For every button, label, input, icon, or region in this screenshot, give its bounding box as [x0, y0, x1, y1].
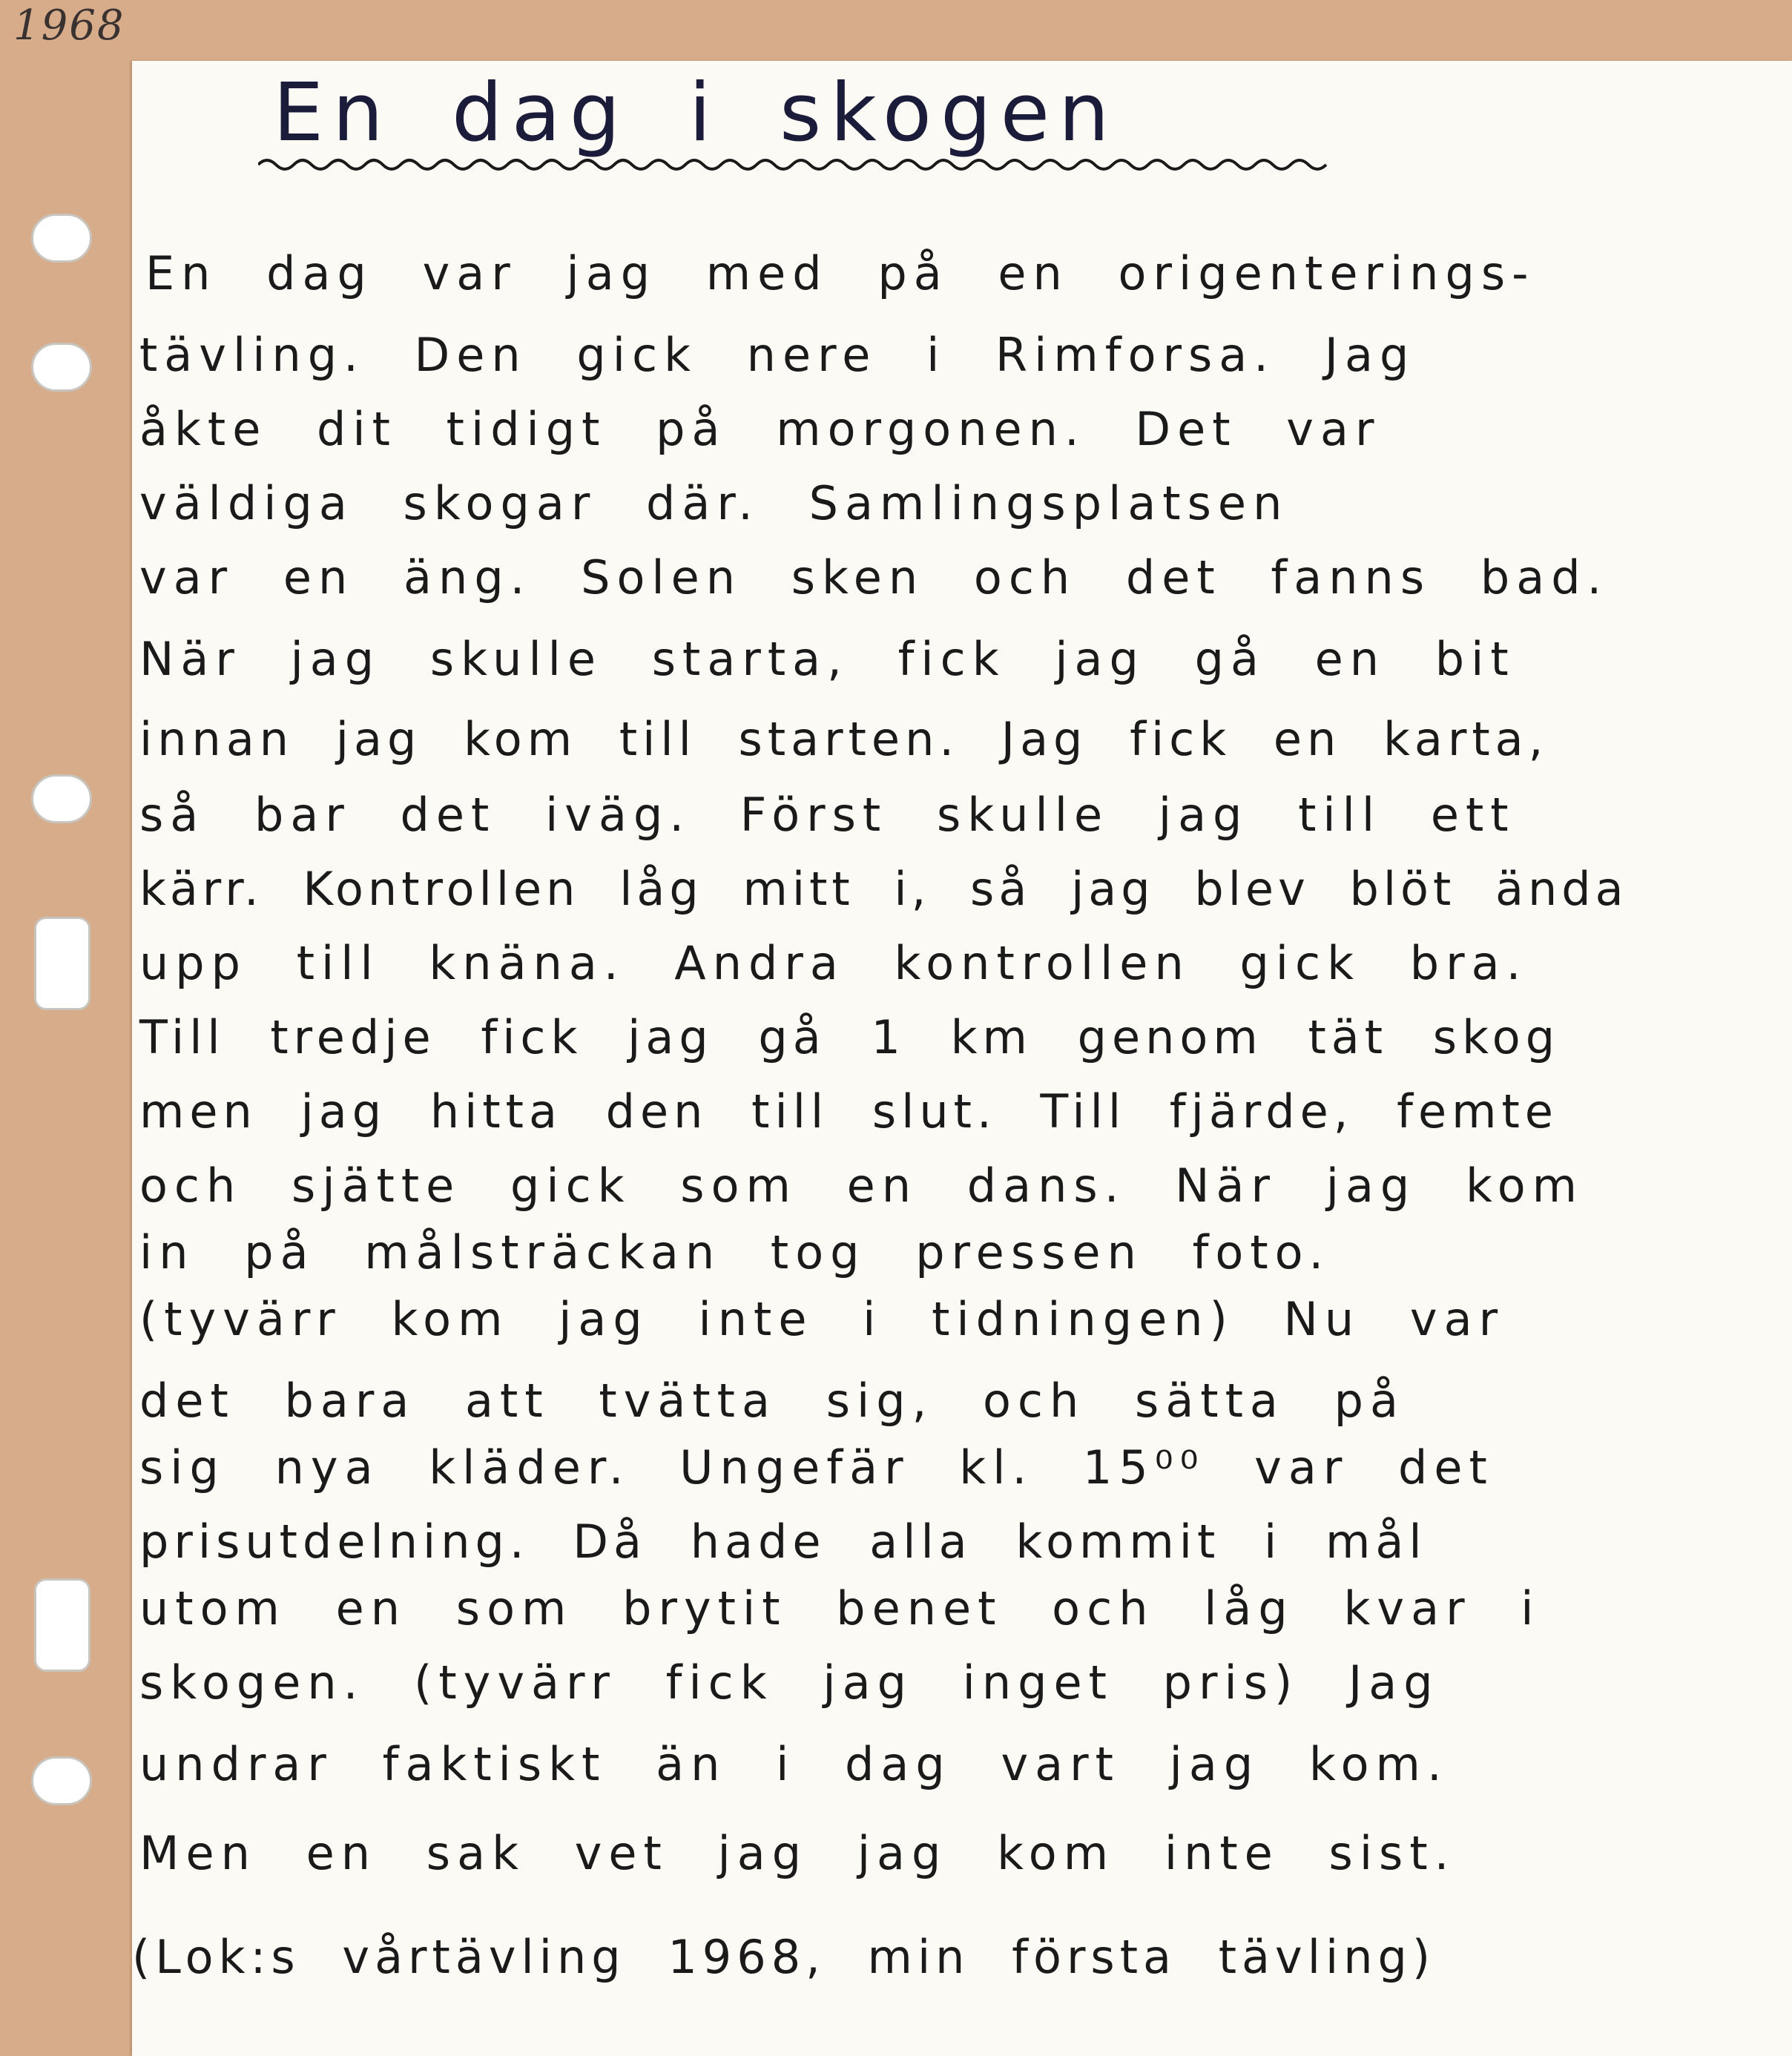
text-line-14: in på målsträckan tog pressen foto.	[139, 1225, 1331, 1279]
text-line-3: åkte dit tidigt på morgonen. Det var	[139, 402, 1381, 456]
binder-hole-5	[34, 1578, 90, 1672]
text-line-18: prisutdelning. Då hade alla kommit i mål	[139, 1515, 1427, 1569]
text-line-23: (Lok:s vårtävling 1968, min första tävling)	[132, 1930, 1436, 1984]
text-line-17: sig nya kläder. Ungefär kl. 15⁰⁰ var det	[139, 1440, 1494, 1495]
text-line-9: kärr. Kontrollen låg mitt i, så jag blev blöt ända	[139, 862, 1628, 916]
text-line-2: tävling. Den gick nere i Rimforsa. Jag	[139, 328, 1416, 382]
text-line-22: Men en sak vet jag jag kom inte sist.	[139, 1826, 1456, 1880]
text-line-11: Till tredje fick jag gå 1 km genom tät skog	[139, 1010, 1561, 1064]
text-line-20: skogen. (tyvärr fick jag inget pris) Jag	[139, 1655, 1440, 1710]
binder-hole-4	[34, 917, 90, 1010]
text-line-12: men jag hitta den till slut. Till fjärde, femte	[139, 1084, 1558, 1139]
binder-hole-1	[31, 214, 92, 263]
text-line-10: upp till knäna. Andra kontrollen gick bra.	[139, 936, 1528, 990]
paper-sheet	[132, 61, 1792, 2056]
text-line-7: innan jag kom till starten. Jag fick en karta,	[139, 712, 1549, 766]
margin-year-note: 1968	[13, 1, 125, 50]
text-line-8: så bar det iväg. Först skulle jag till ett	[139, 788, 1515, 842]
title-wavy-underline	[258, 150, 1341, 179]
text-line-6: När jag skulle starta, fick jag gå en bit	[139, 632, 1515, 686]
text-line-19: utom en som brytit benet och låg kvar i	[139, 1581, 1541, 1635]
text-line-4: väldiga skogar där. Samlingsplatsen	[139, 476, 1289, 530]
text-line-15: (tyvärr kom jag inte i tidningen) Nu var	[139, 1292, 1505, 1346]
text-line-1: En dag var jag med på en origenterings-	[145, 246, 1535, 300]
essay-title: En dag i skogen	[273, 67, 1119, 159]
binder-hole-2	[31, 343, 92, 392]
text-line-5: var en äng. Solen sken och det fanns bad.	[139, 550, 1609, 604]
text-line-16: det bara att tvätta sig, och sätta på	[139, 1374, 1405, 1428]
binder-hole-6	[31, 1756, 92, 1805]
text-line-21: undrar faktiskt än i dag vart jag kom.	[139, 1737, 1449, 1791]
binder-hole-3	[31, 774, 92, 823]
text-line-13: och sjätte gick som en dans. När jag kom	[139, 1159, 1584, 1213]
